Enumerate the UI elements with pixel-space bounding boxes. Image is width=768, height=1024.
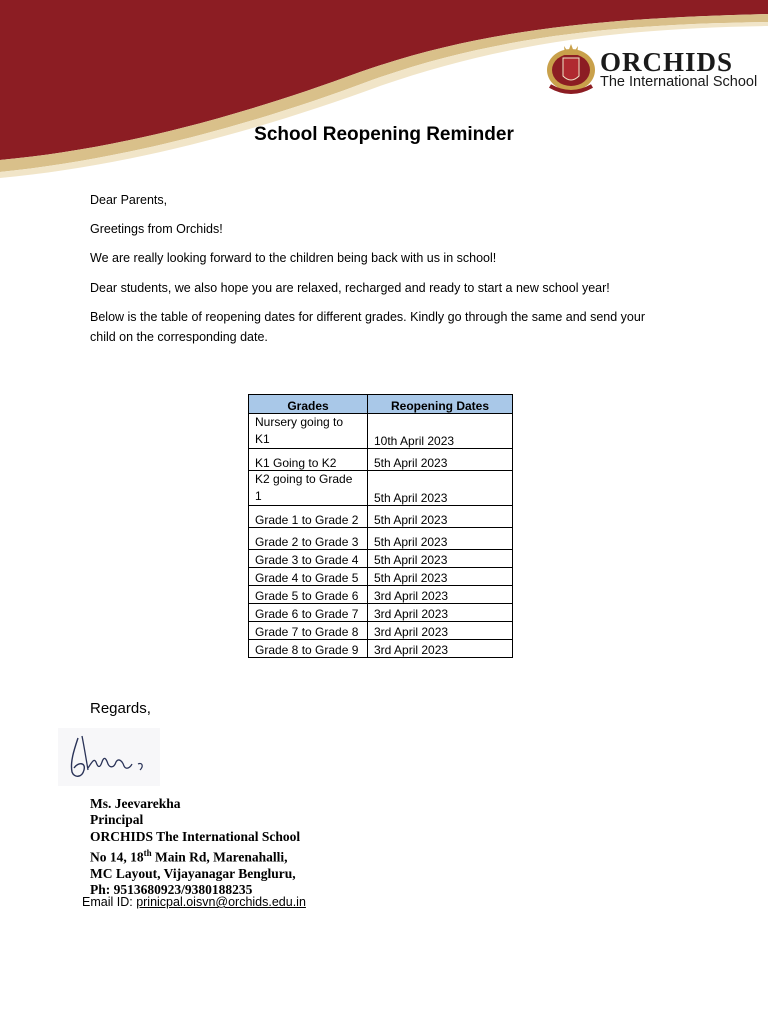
phone: Ph: 9513680923/9380188235 bbox=[90, 881, 253, 897]
grade-cell: Grade 2 to Grade 3 bbox=[249, 528, 368, 550]
date-cell: 3rd April 2023 bbox=[368, 604, 513, 622]
table-row bbox=[249, 640, 513, 658]
grade-cell: Grade 6 to Grade 7 bbox=[249, 604, 368, 622]
header-reopening-dates: Reopening Dates bbox=[368, 395, 513, 414]
table-row bbox=[249, 604, 513, 622]
table-row bbox=[249, 449, 513, 471]
date-cell: 5th April 2023 bbox=[368, 550, 513, 568]
principal-name: Ms. Jeevarekha bbox=[90, 796, 181, 811]
school-name: ORCHIDS The International School bbox=[90, 828, 301, 844]
paragraph-2: Dear students, we also hope you are relaxed, recharged and ready to start a new school year! bbox=[90, 281, 610, 295]
date-cell: 3rd April 2023 bbox=[368, 586, 513, 604]
grade-cell: K2 going to Grade 1 bbox=[249, 471, 368, 506]
date-cell: 5th April 2023 bbox=[368, 449, 513, 471]
table-row bbox=[249, 568, 513, 586]
principal-role: Principal bbox=[90, 812, 144, 828]
date-cell: 3rd April 2023 bbox=[368, 622, 513, 640]
table-row bbox=[249, 506, 513, 528]
greeting: Greetings from Orchids! bbox=[90, 222, 223, 236]
table-row bbox=[249, 528, 513, 550]
grade-cell: Grade 7 to Grade 8 bbox=[249, 622, 368, 640]
school-logo bbox=[544, 38, 760, 98]
crest-icon bbox=[544, 38, 598, 96]
signature-block bbox=[90, 796, 300, 898]
date-cell: 10th April 2023 bbox=[368, 414, 513, 449]
date-cell: 5th April 2023 bbox=[368, 568, 513, 586]
table-row bbox=[249, 550, 513, 568]
salutation: Dear Parents, bbox=[90, 193, 168, 207]
grade-cell: Grade 8 to Grade 9 bbox=[249, 640, 368, 658]
paragraph-1: We are really looking forward to the children being back with us in school! bbox=[90, 251, 497, 265]
date-cell: 3rd April 2023 bbox=[368, 640, 513, 658]
table-row bbox=[249, 471, 513, 506]
grade-cell: Nursery going to K1 bbox=[249, 414, 368, 449]
grade-cell: Grade 4 to Grade 5 bbox=[249, 568, 368, 586]
email-label: Email ID: bbox=[82, 895, 137, 909]
table-row bbox=[249, 414, 513, 449]
date-cell: 5th April 2023 bbox=[368, 471, 513, 506]
logo-name: ORCHIDS bbox=[600, 47, 734, 77]
regards: Regards, bbox=[90, 700, 151, 717]
logo-subtitle: The International School bbox=[600, 74, 758, 90]
table-header-row bbox=[249, 395, 513, 414]
grade-cell: K1 Going to K2 bbox=[249, 449, 368, 471]
header-grades: Grades bbox=[249, 395, 368, 414]
table-row bbox=[249, 622, 513, 640]
address-line-2: MC Layout, Vijayanagar Bengluru, bbox=[90, 865, 296, 881]
grade-cell: Grade 3 to Grade 4 bbox=[249, 550, 368, 568]
date-cell: 5th April 2023 bbox=[368, 506, 513, 528]
header-banner bbox=[0, 0, 768, 200]
paragraph-3: Below is the table of reopening dates for different grades. Kindly go through the same and send your child on the corresponding date. bbox=[90, 310, 645, 344]
grade-cell: Grade 5 to Grade 6 bbox=[249, 586, 368, 604]
date-cell: 5th April 2023 bbox=[368, 528, 513, 550]
email-link[interactable]: prinicpal.oisvn@orchids.edu.in bbox=[136, 895, 306, 909]
reopening-dates-table bbox=[248, 394, 513, 658]
email-line bbox=[82, 895, 306, 909]
signature-icon bbox=[58, 728, 160, 786]
table-row bbox=[249, 586, 513, 604]
address-line-1: No 14, 18th Main Rd, Marenahalli, bbox=[90, 847, 288, 865]
grade-cell: Grade 1 to Grade 2 bbox=[249, 506, 368, 528]
page-title: School Reopening Reminder bbox=[254, 124, 514, 145]
